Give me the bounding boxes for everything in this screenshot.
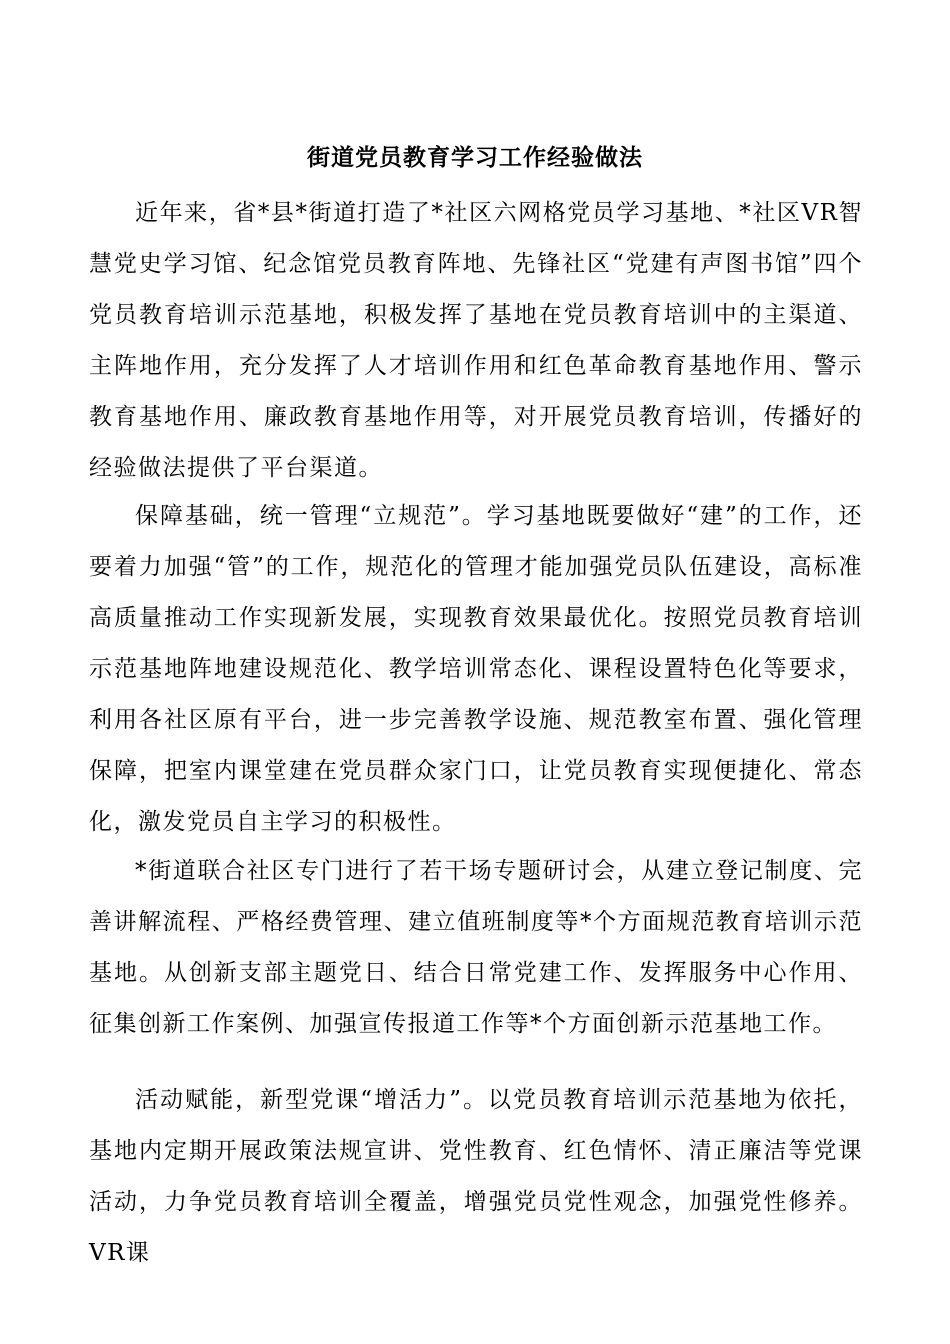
paragraph-3-block	[89, 846, 863, 1050]
paragraph-activities: 活动赋能，新型党课“增活力”。以党员教育培训示范基地为依托，基地内定期开展政策法规宣讲、党性教育、红色情怀、清正廉洁等党课活动，力争党员教育培训全覆盖，增强党员党性观念，加强党性修养。VR课	[89, 1087, 863, 1266]
paragraph-seminars: *街道联合社区专门进行了若干场专题研讨会，从建立登记制度、完善讲解流程、严格经费管理、建立值班制度等*个方面规范教育培训示范基地。从创新支部主题党日、结合日常党建工作、发挥服务中心作用、征集创新工作案例、加强宣传报道工作等*个方面创新示范基地工作。	[89, 858, 863, 1037]
paragraph-intro: 近年来，省*县*街道打造了*社区六网格党员学习基地、*社区VR智慧党史学习馆、纪念馆党员教育阵地、先锋社区“党建有声图书馆”四个党员教育培训示范基地，积极发挥了基地在党员教育培训中的主渠道、主阵地作用，充分发挥了人才培训作用和红色革命教育基地作用、警示教育基地作用、廉政教育基地作用等，对开展党员教育培训，传播好的经验做法提供了平台渠道。	[89, 200, 863, 481]
paragraph-2-block	[89, 491, 863, 848]
paragraph-standards: 保障基础，统一管理“立规范”。学习基地既要做好“建”的工作，还要着力加强“管”的工作，规范化的管理才能加强党员队伍建设，高标准高质量推动工作实现新发展，实现教育效果最优化。按照党员教育培训示范基地阵地建设规范化、教学培训常态化、课程设置特色化等要求，利用各社区原有平台，进一步完善教学设施、规范教室布置、强化管理保障，把室内课堂建在党员群众家门口，让党员教育实现便捷化、常态化，激发党员自主学习的积极性。	[89, 503, 863, 835]
paragraph-4-block	[89, 1075, 863, 1279]
paragraph-1-block	[89, 188, 863, 494]
document-title: 街道党员教育学习工作经验做法	[307, 144, 643, 171]
